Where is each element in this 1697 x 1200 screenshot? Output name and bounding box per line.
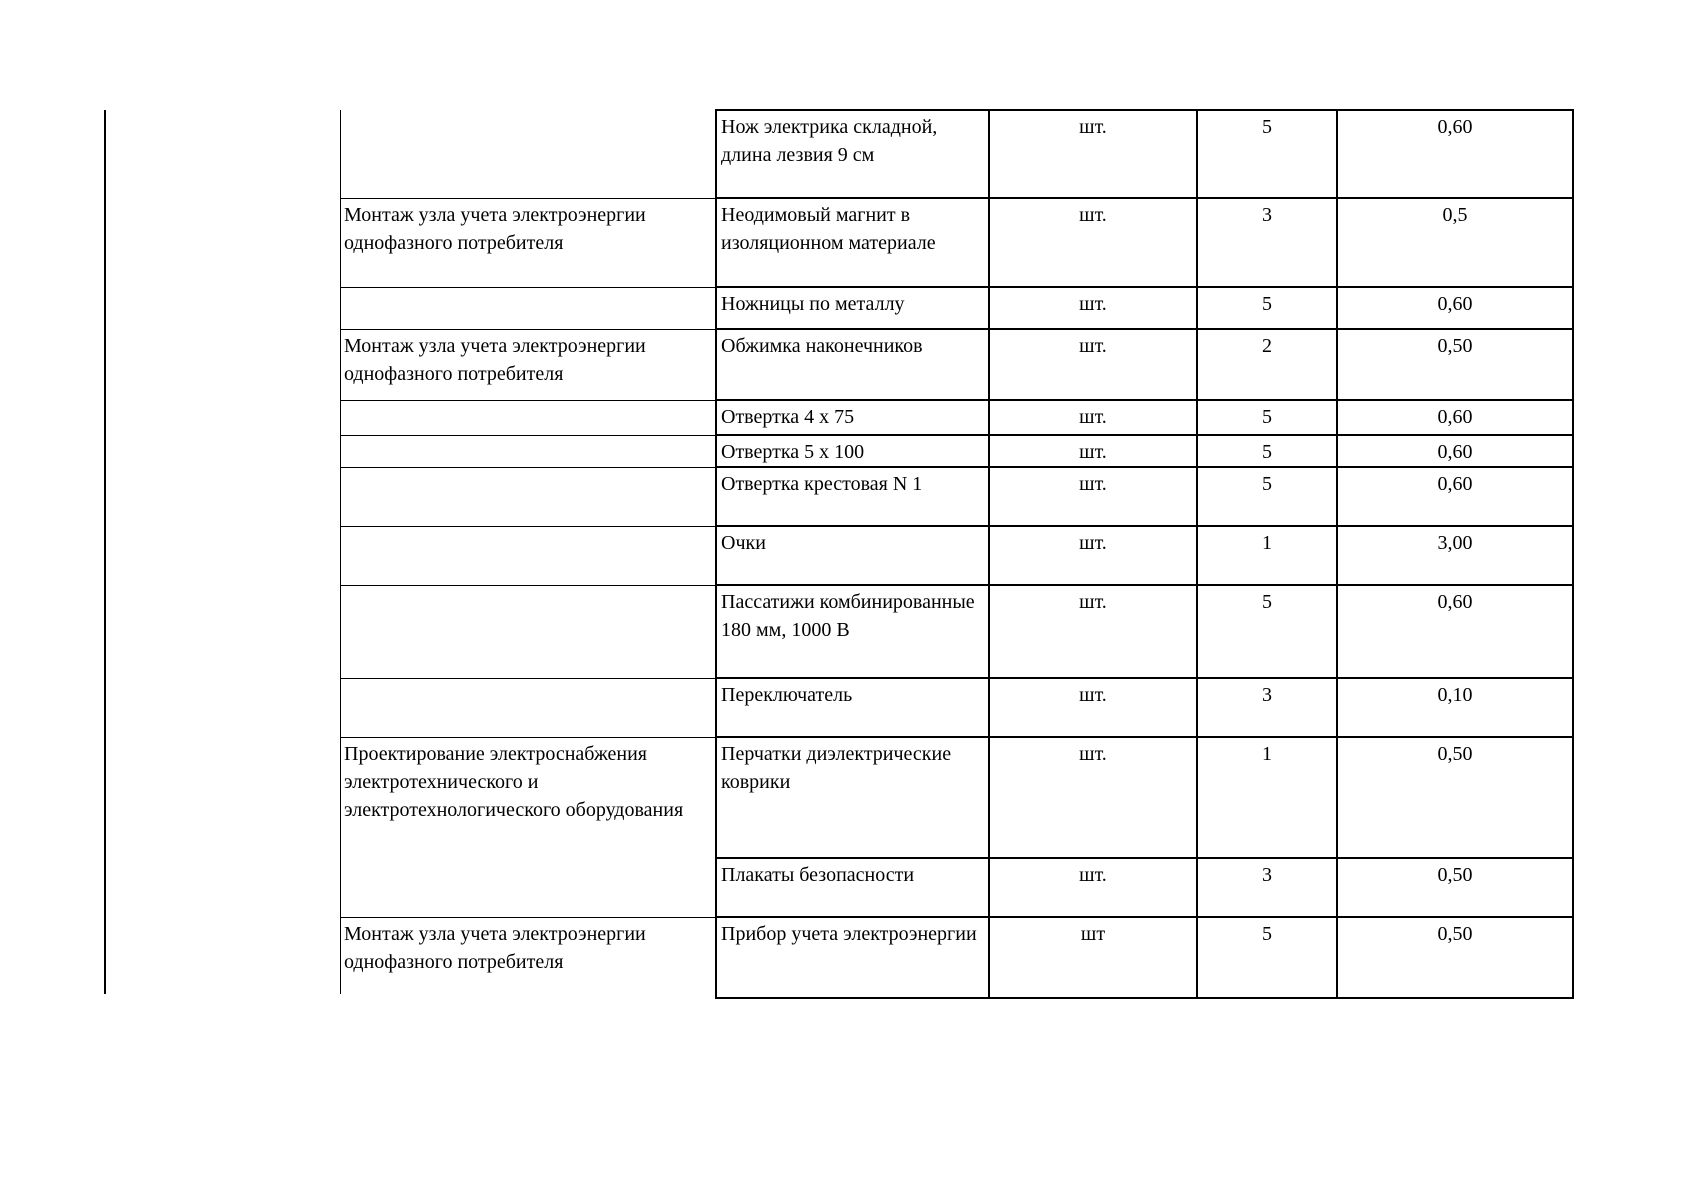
table-row [340, 110, 1573, 198]
item-name-cell: Отвертка 4 х 75 [716, 400, 989, 435]
unit-cell: шт. [989, 435, 1197, 467]
section-cell: Монтаж узла учета электроэнергии однофазного потребителя [340, 917, 716, 998]
unit-cell: шт. [989, 858, 1197, 917]
unit-cell: шт. [989, 287, 1197, 329]
section-cell [340, 435, 716, 467]
item-name-cell: Отвертка крестовая N 1 [716, 467, 989, 526]
item-name-cell: Пассатижи комбинированные 180 мм, 1000 В [716, 585, 989, 678]
rate-cell: 0,5 [1337, 198, 1573, 287]
rate-cell: 0,60 [1337, 110, 1573, 198]
quantity-cell: 5 [1197, 400, 1337, 435]
unit-cell: шт [989, 917, 1197, 998]
rate-cell: 0,60 [1337, 467, 1573, 526]
item-name-cell: Прибор учета электроэнергии [716, 917, 989, 998]
section-cell [340, 400, 716, 435]
quantity-cell: 3 [1197, 678, 1337, 737]
unit-cell: шт. [989, 110, 1197, 198]
section-cell: Проектирование электроснабжения электротехнического и электротехнологического оборудования [340, 737, 716, 917]
rate-cell: 0,60 [1337, 287, 1573, 329]
rate-cell: 0,60 [1337, 585, 1573, 678]
section-cell: Монтаж узла учета электроэнергии однофазного потребителя [340, 329, 716, 400]
rate-cell: 0,50 [1337, 329, 1573, 400]
section-cell [340, 467, 716, 526]
table-row [340, 329, 1573, 400]
unit-cell: шт. [989, 585, 1197, 678]
section-cell: Монтаж узла учета электроэнергии однофазного потребителя [340, 198, 716, 287]
section-cell [340, 110, 716, 198]
table-row [340, 467, 1573, 526]
unit-cell: шт. [989, 678, 1197, 737]
item-name-cell: Неодимовый магнит в изоляционном материале [716, 198, 989, 287]
equipment-table [340, 109, 1574, 999]
item-name-cell: Переключатель [716, 678, 989, 737]
item-name-cell: Очки [716, 526, 989, 585]
rate-cell: 0,50 [1337, 737, 1573, 858]
quantity-cell: 3 [1197, 858, 1337, 917]
table-row [340, 917, 1573, 998]
quantity-cell: 5 [1197, 585, 1337, 678]
rate-cell: 0,60 [1337, 400, 1573, 435]
quantity-cell: 5 [1197, 917, 1337, 998]
quantity-cell: 1 [1197, 526, 1337, 585]
table-row [340, 526, 1573, 585]
rate-cell: 0,10 [1337, 678, 1573, 737]
page-left-rule [104, 110, 106, 994]
section-cell [340, 526, 716, 585]
table-row [340, 287, 1573, 329]
quantity-cell: 3 [1197, 198, 1337, 287]
unit-cell: шт. [989, 198, 1197, 287]
table-row [340, 400, 1573, 435]
section-cell [340, 287, 716, 329]
unit-cell: шт. [989, 737, 1197, 858]
quantity-cell: 1 [1197, 737, 1337, 858]
section-cell [340, 585, 716, 678]
table-row [340, 198, 1573, 287]
table-row [340, 678, 1573, 737]
quantity-cell: 5 [1197, 467, 1337, 526]
unit-cell: шт. [989, 329, 1197, 400]
quantity-cell: 5 [1197, 435, 1337, 467]
quantity-cell: 5 [1197, 287, 1337, 329]
quantity-cell: 2 [1197, 329, 1337, 400]
rate-cell: 3,00 [1337, 526, 1573, 585]
rate-cell: 0,60 [1337, 435, 1573, 467]
unit-cell: шт. [989, 526, 1197, 585]
unit-cell: шт. [989, 467, 1197, 526]
table-row [340, 585, 1573, 678]
unit-cell: шт. [989, 400, 1197, 435]
table-row [340, 737, 1573, 858]
rate-cell: 0,50 [1337, 917, 1573, 998]
item-name-cell: Плакаты безопасности [716, 858, 989, 917]
item-name-cell: Обжимка наконечников [716, 329, 989, 400]
quantity-cell: 5 [1197, 110, 1337, 198]
item-name-cell: Перчатки диэлектрические коврики [716, 737, 989, 858]
section-cell [340, 678, 716, 737]
rate-cell: 0,50 [1337, 858, 1573, 917]
item-name-cell: Ножницы по металлу [716, 287, 989, 329]
table-row [340, 435, 1573, 467]
item-name-cell: Отвертка 5 х 100 [716, 435, 989, 467]
item-name-cell: Нож электрика складной, длина лезвия 9 см [716, 110, 989, 198]
